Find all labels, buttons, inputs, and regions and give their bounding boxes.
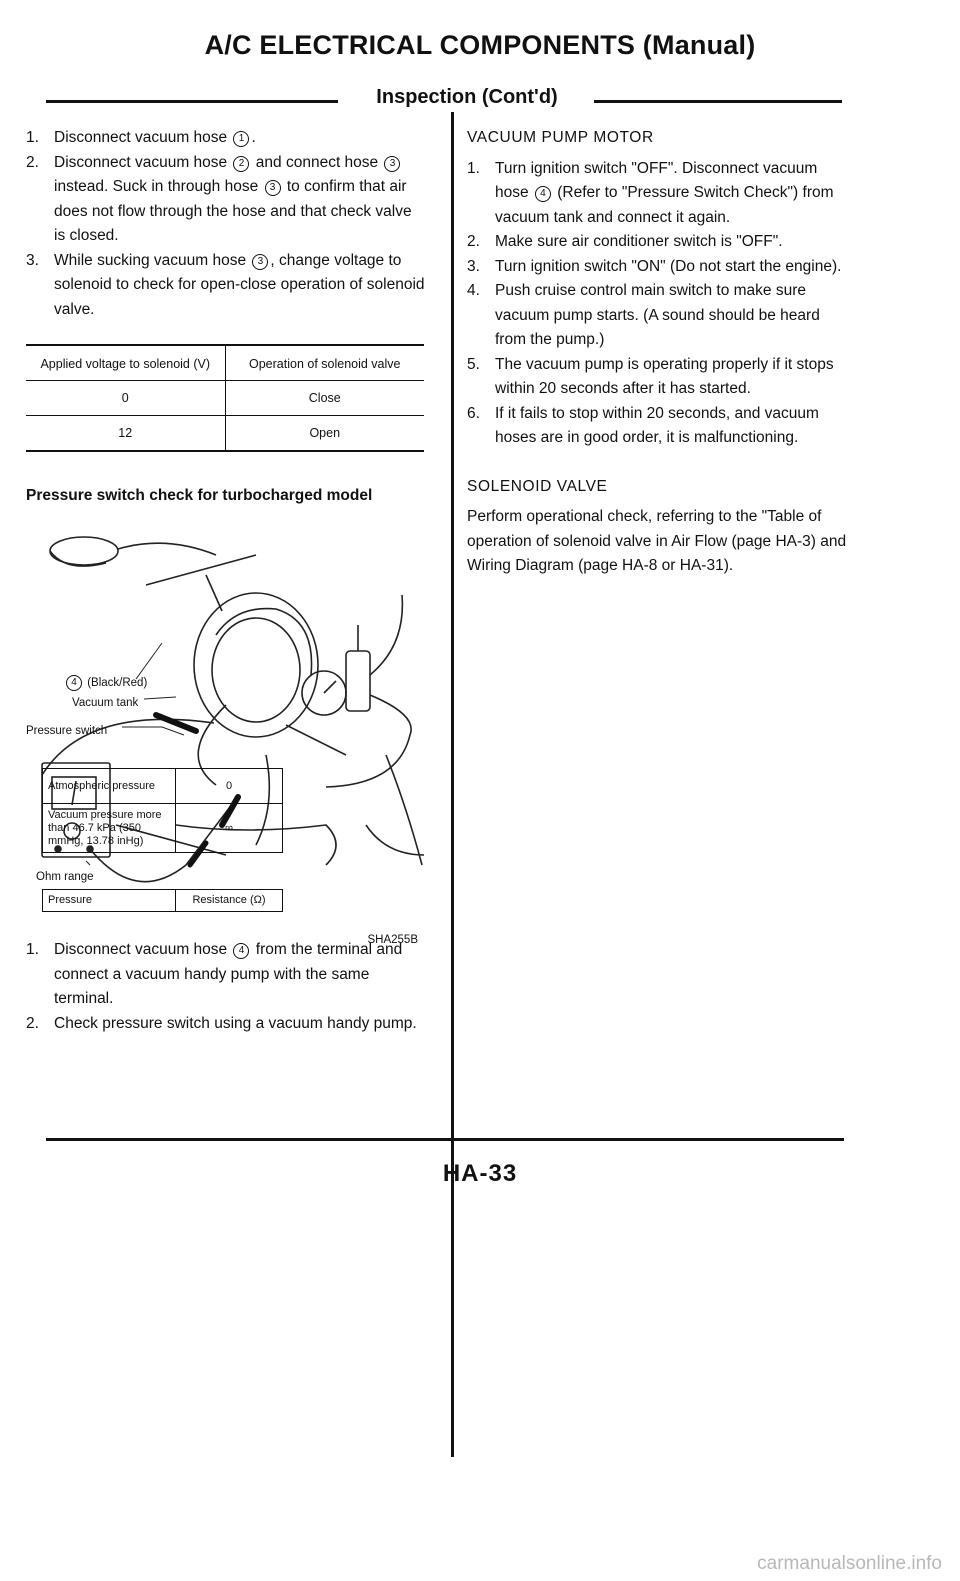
section-subtitle-row	[46, 84, 842, 116]
pressure-switch-label: Pressure switch	[26, 724, 108, 737]
table-row	[43, 769, 283, 804]
pressure-switch-section-title: Pressure switch check for turbocharged model	[26, 487, 373, 504]
right-column	[467, 126, 847, 579]
pressure-switch-steps	[26, 938, 426, 1036]
list-item: 2. Disconnect vacuum hose 2 and connect hose 3 instead. Suck in through hose 3 to confirm that air does not flow through the hose and that check valve is closed.	[26, 153, 412, 244]
hose-number-marker: 2	[233, 156, 249, 172]
subtitle-rule-right	[594, 100, 842, 103]
hose-number-marker: 4	[66, 675, 82, 691]
table-header-cell: Applied voltage to solenoid (V)	[26, 345, 225, 381]
hose-number-marker: 3	[252, 254, 268, 270]
subtitle-rule-left	[46, 100, 338, 103]
page-number: HA-33	[442, 1160, 518, 1187]
list-item: 3. While sucking vacuum hose 3 , change voltage to solenoid to check for open-close operation of solenoid valve.	[26, 251, 425, 318]
column-divider	[451, 112, 454, 1457]
hose-label: 4 (Black/Red)	[64, 671, 147, 696]
table-cell: Vacuum pressure more than 46.7 kPa (350 mmHg, 13.78 inHg)	[43, 804, 176, 853]
hose-number-marker: 3	[384, 156, 400, 172]
table-header-row	[26, 345, 424, 381]
table-cell: Close	[225, 381, 424, 416]
list-item: 1. Disconnect vacuum hose 4 from the terminal and connect a vacuum handy pump with the same terminal.	[26, 941, 403, 1007]
ohm-range-label: Ohm range	[36, 870, 94, 883]
figure-id: SHA255B	[367, 934, 418, 946]
table-cell: ∞	[176, 804, 283, 853]
resistance-table	[42, 889, 283, 912]
hose-number-marker: 3	[265, 180, 281, 196]
section-subtitle: Inspection (Cont'd)	[376, 86, 558, 108]
list-item: 5. The vacuum pump is operating properly if it stops within 20 seconds after it has started.	[467, 355, 834, 397]
watermark: carmanualsonline.info	[757, 1553, 942, 1574]
table-header-row	[43, 889, 283, 911]
spacer	[467, 451, 847, 475]
list-item: 4. Push cruise control main switch to make sure vacuum pump starts. (A sound should be heard from the pump.)	[467, 282, 820, 348]
hose-number-marker: 4	[233, 943, 249, 959]
list-item: 1. Turn ignition switch "OFF". Disconnect vacuum hose 4 (Refer to "Pressure Switch Check") from vacuum tank and connect it again.	[467, 159, 834, 226]
table-header-cell: Resistance (Ω)	[176, 889, 283, 911]
table-cell: 12	[26, 416, 225, 452]
table-cell: Open	[225, 416, 424, 452]
vacuum-tank-label: Vacuum tank	[72, 696, 139, 709]
list-item: 3. Turn ignition switch "ON" (Do not start the engine).	[467, 257, 842, 275]
solenoid-operation-table	[26, 344, 424, 452]
resistance-table-body	[42, 768, 283, 853]
list-item: 2. Check pressure switch using a vacuum handy pump.	[26, 1014, 417, 1032]
list-item: 2. Make sure air conditioner switch is "OFF".	[467, 233, 783, 250]
list-item: 1. Disconnect vacuum hose 1 .	[26, 129, 256, 146]
pressure-steps-list	[26, 938, 426, 1036]
bottom-rule	[46, 1138, 844, 1141]
hose-number-marker: 1	[233, 131, 249, 147]
solenoid-valve-text: Perform operational check, referring to the "Table of operation of solenoid valve in Air Flow (page HA-3) and Wiring Diagram (page HA-8 or HA-31).	[467, 508, 847, 574]
table-row	[43, 804, 283, 853]
vacuum-pump-steps	[467, 157, 847, 451]
list-item: 6. If it fails to stop within 20 seconds, and vacuum hoses are in good order, it is malfunctioning.	[467, 404, 819, 446]
table-row	[26, 416, 424, 452]
solenoid-valve-heading: SOLENOID VALVE	[467, 477, 608, 495]
vacuum-pump-motor-heading: VACUUM PUMP MOTOR	[467, 129, 654, 146]
solenoid-check-steps	[26, 126, 426, 322]
table-cell: 0	[26, 381, 225, 416]
table-row	[26, 381, 424, 416]
table-cell: Atmospheric pressure	[43, 769, 176, 804]
page-title: A/C ELECTRICAL COMPONENTS (Manual)	[204, 30, 756, 60]
pressure-switch-figure	[26, 525, 424, 959]
hose-number-marker: 4	[535, 186, 551, 202]
table-header-cell: Pressure	[43, 889, 176, 911]
table-header-cell: Operation of solenoid valve	[225, 345, 424, 381]
table-cell: 0	[176, 769, 283, 804]
